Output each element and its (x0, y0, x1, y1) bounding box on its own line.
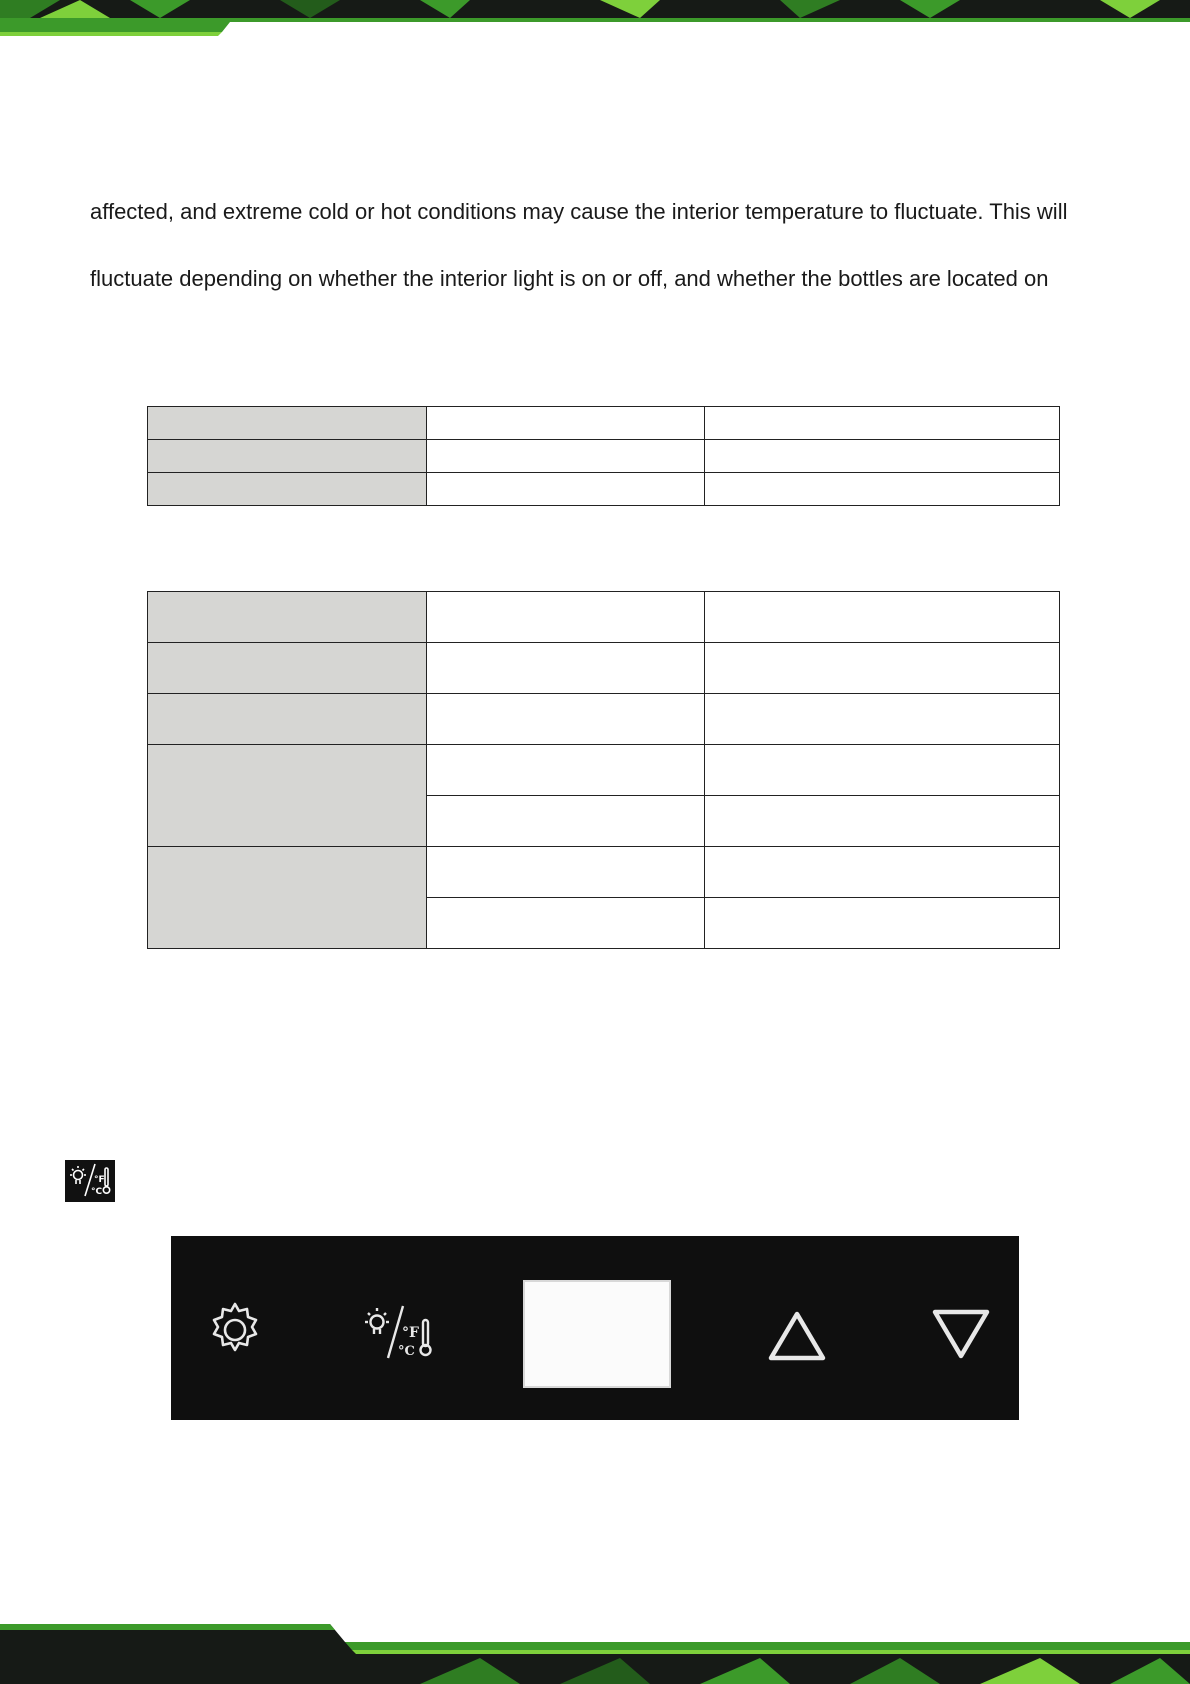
table-cell (427, 440, 705, 473)
table-cell-label (148, 592, 427, 643)
table-cell-label (148, 745, 427, 847)
svg-text:°F: °F (402, 1325, 419, 1341)
table-cell (705, 407, 1060, 440)
up-triangle-icon[interactable] (765, 1308, 829, 1369)
table-cell (427, 694, 705, 745)
table-cell (427, 847, 705, 898)
body-text-line-2: fluctuate depending on whether the interior light is on or off, and whether the bottles are located on (90, 266, 1049, 291)
svg-text:°C: °C (398, 1344, 415, 1359)
light-temperature-unit-icon[interactable] (357, 1300, 437, 1369)
table-cell-label (148, 847, 427, 949)
spec-table-1 (147, 406, 1060, 506)
table-row (148, 745, 1060, 796)
table-cell (705, 745, 1060, 796)
table-cell (427, 407, 705, 440)
table-row (148, 592, 1060, 643)
table-row (148, 440, 1060, 473)
light-temperature-unit-icon (65, 1160, 115, 1202)
table-cell (427, 745, 705, 796)
table-cell-label (148, 407, 427, 440)
control-panel (171, 1236, 1019, 1420)
table-row (148, 407, 1060, 440)
table-cell-label (148, 440, 427, 473)
table-cell (705, 694, 1060, 745)
gear-icon[interactable] (205, 1300, 265, 1365)
table-row (148, 473, 1060, 506)
table-row (148, 694, 1060, 745)
svg-text:°C: °C (91, 1187, 103, 1197)
table-cell (705, 898, 1060, 949)
spec-table-2 (147, 591, 1060, 949)
top-banner (0, 0, 1190, 40)
table-cell (427, 473, 705, 506)
table-cell (705, 847, 1060, 898)
display-window (523, 1280, 671, 1388)
down-triangle-icon[interactable] (929, 1306, 993, 1367)
table-cell (427, 592, 705, 643)
body-text-line-1: affected, and extreme cold or hot conditions may cause the interior temperature to fluctuate. This will (90, 199, 1068, 224)
table-cell (705, 643, 1060, 694)
bottom-banner (0, 1624, 1190, 1684)
table-cell (705, 440, 1060, 473)
table-cell (705, 473, 1060, 506)
table-cell (427, 898, 705, 949)
table-row (148, 847, 1060, 898)
table-cell-label (148, 643, 427, 694)
table-cell-label (148, 694, 427, 745)
table-cell (705, 592, 1060, 643)
table-cell (427, 796, 705, 847)
svg-text:°F: °F (94, 1175, 105, 1185)
table-cell (427, 643, 705, 694)
table-cell (705, 796, 1060, 847)
table-row (148, 643, 1060, 694)
table-cell-label (148, 473, 427, 506)
